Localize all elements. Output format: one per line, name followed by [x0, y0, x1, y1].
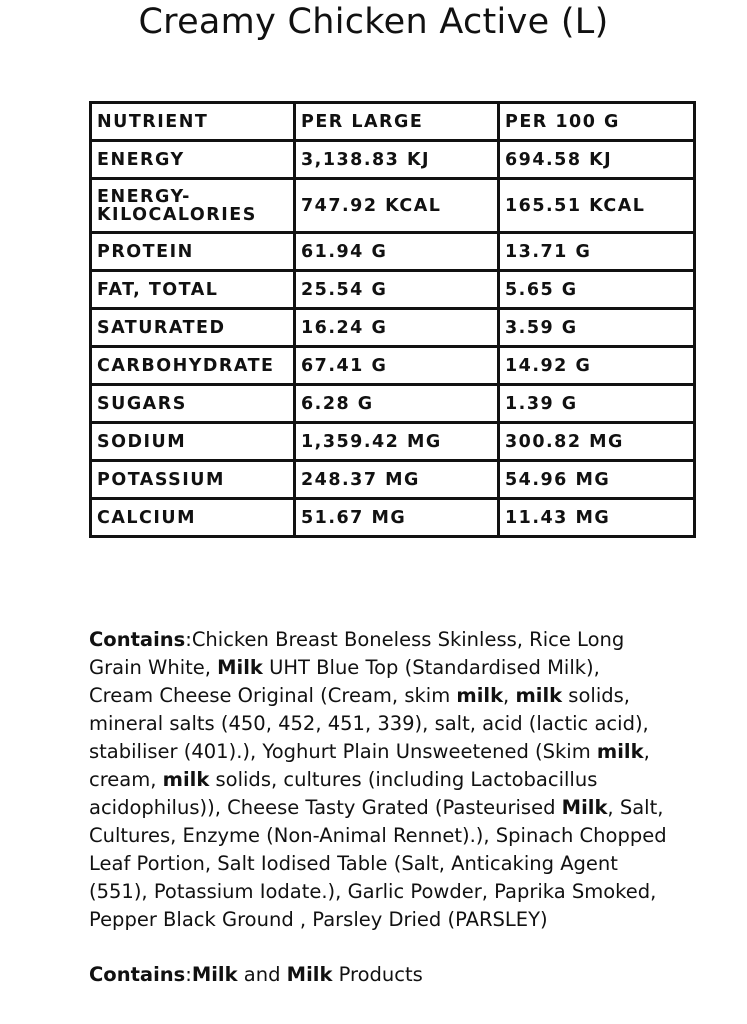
nutrient-name: SATURATED	[91, 309, 295, 347]
per-100g-value: 11.43 MG	[499, 499, 695, 537]
per-large-value: 25.54 G	[295, 271, 499, 309]
table-header-row	[91, 103, 695, 141]
header-per-100g: PER 100 G	[499, 103, 695, 141]
table-row	[91, 499, 695, 537]
nutrient-name: CALCIUM	[91, 499, 295, 537]
table-row	[91, 141, 695, 179]
ingredient-segment: :Chicken Breast Boneless Skinless, Rice Long Grain White,	[89, 628, 625, 679]
allergen-label: Contains	[89, 963, 186, 986]
ingredient-segment: UHT Blue Top (Standardised Milk), Cream Cheese Original (Cream, skim	[89, 656, 600, 707]
table-row	[91, 423, 695, 461]
allergen-highlight: Milk	[191, 963, 238, 986]
allergen-segment: :	[185, 963, 192, 986]
per-100g-value: 1.39 G	[499, 385, 695, 423]
allergen-statement	[89, 961, 669, 989]
allergen-highlight: Milk	[286, 963, 333, 986]
ingredients-statement	[89, 626, 669, 934]
ingredients-label: Contains	[89, 628, 186, 651]
nutrient-name: ENERGY-KILOCALORIES	[91, 179, 295, 233]
allergen-highlight: milk	[456, 684, 504, 707]
per-100g-value: 54.96 MG	[499, 461, 695, 499]
allergen-segment: Products	[332, 963, 423, 986]
table-row	[91, 385, 695, 423]
per-large-value: 51.67 MG	[295, 499, 499, 537]
table-row	[91, 271, 695, 309]
allergen-highlight: Milk	[561, 796, 608, 819]
table-row	[91, 461, 695, 499]
per-large-value: 3,138.83 KJ	[295, 141, 499, 179]
per-100g-value: 165.51 KCAL	[499, 179, 695, 233]
per-100g-value: 14.92 G	[499, 347, 695, 385]
header-nutrient: NUTRIENT	[91, 103, 295, 141]
allergen-highlight: milk	[515, 684, 563, 707]
per-100g-value: 13.71 G	[499, 233, 695, 271]
nutrient-name: CARBOHYDRATE	[91, 347, 295, 385]
per-large-value: 16.24 G	[295, 309, 499, 347]
ingredient-segment: solids, cultures (including Lactobacillus acidophilus)), Cheese Tasty Grated (Pasteurised	[89, 768, 598, 819]
nutrient-name: SODIUM	[91, 423, 295, 461]
table-row	[91, 309, 695, 347]
allergen-segment: and	[237, 963, 287, 986]
nutrient-name: FAT, TOTAL	[91, 271, 295, 309]
per-large-value: 6.28 G	[295, 385, 499, 423]
ingredient-segment: , Salt, Cultures, Enzyme (Non-Animal Rennet).), Spinach Chopped Leaf Portion, Salt Iodised Table (Salt, Anticaking Agent (551), Potassium Iodate.), Garlic Powder, Paprika Smoked, Pepper Black Ground , Parsley Dried (PARSLEY)	[89, 796, 667, 931]
per-large-value: 61.94 G	[295, 233, 499, 271]
allergen-highlight: milk	[162, 768, 210, 791]
ingredients-text	[89, 628, 667, 931]
page-title: Creamy Chicken Active (L)	[138, 2, 609, 42]
ingredient-segment: solids, mineral salts (450, 452, 451, 339), salt, acid (lactic acid), stabiliser (401).), Yoghurt Plain Unsweetened (Skim	[89, 684, 649, 763]
allergen-highlight: milk	[596, 740, 644, 763]
per-100g-value: 5.65 G	[499, 271, 695, 309]
per-100g-value: 3.59 G	[499, 309, 695, 347]
allergen-highlight: Milk	[217, 656, 263, 679]
table-row	[91, 233, 695, 271]
per-large-value: 747.92 KCAL	[295, 179, 499, 233]
per-large-value: 67.41 G	[295, 347, 499, 385]
per-100g-value: 300.82 MG	[499, 423, 695, 461]
per-large-value: 1,359.42 MG	[295, 423, 499, 461]
table-row	[91, 179, 695, 233]
nutrient-name: SUGARS	[91, 385, 295, 423]
nutrition-table	[89, 101, 696, 538]
header-per-large: PER LARGE	[295, 103, 499, 141]
per-large-value: 248.37 MG	[295, 461, 499, 499]
ingredient-segment: ,	[503, 684, 516, 707]
nutrient-name: POTASSIUM	[91, 461, 295, 499]
nutrient-name: ENERGY	[91, 141, 295, 179]
nutrition-table-body	[91, 103, 695, 537]
nutrient-name: PROTEIN	[91, 233, 295, 271]
per-100g-value: 694.58 KJ	[499, 141, 695, 179]
table-row	[91, 347, 695, 385]
ingredient-segment: , cream,	[89, 740, 650, 791]
